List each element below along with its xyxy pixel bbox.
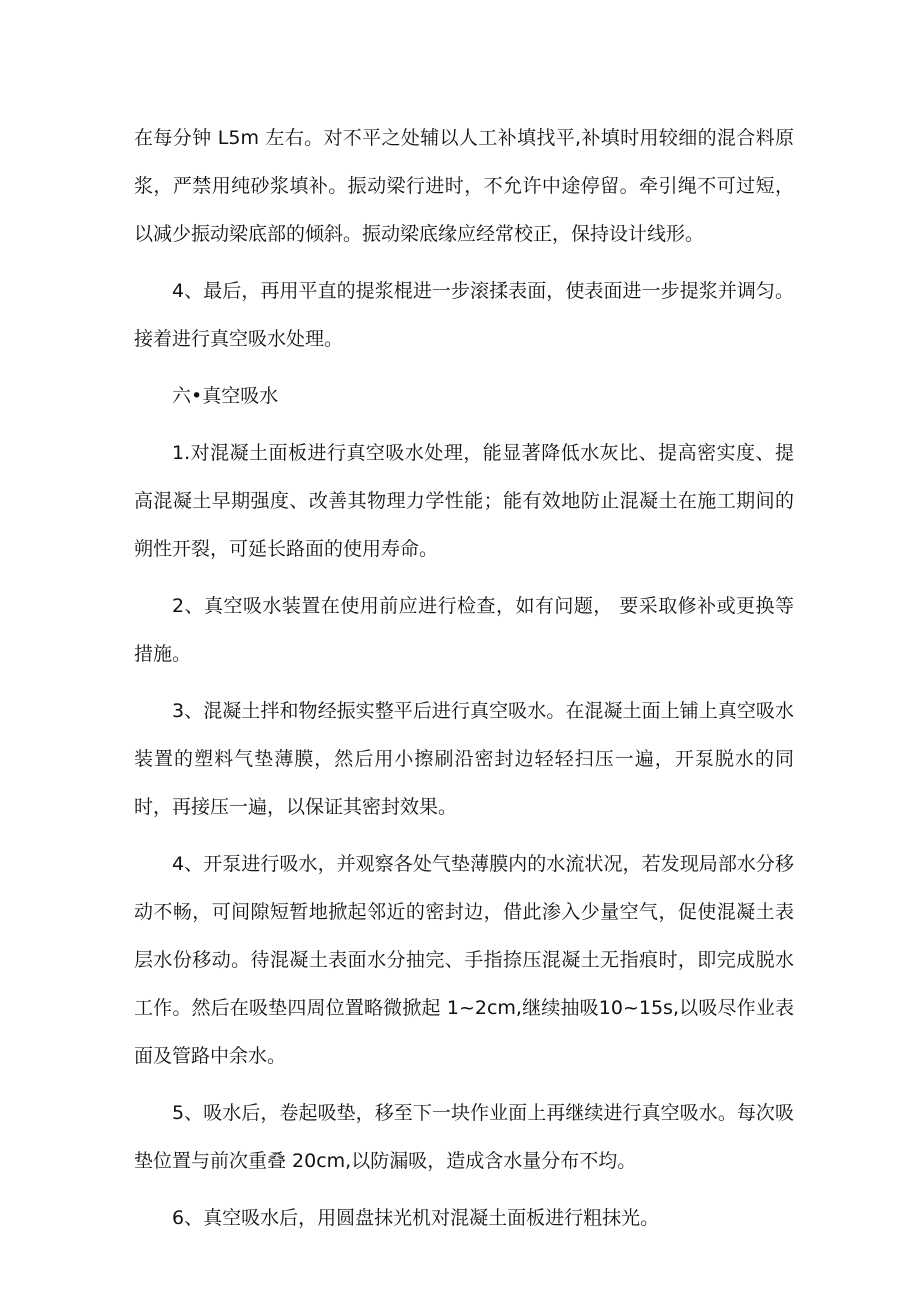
- paragraph-continuation: 在每分钟 L5m 左右。对不平之处辅以人工补填找平,补填时用较细的混合料原浆，严禁用纯砂浆填补。振动梁行进时，不允许中途停留。牵引绳不可过短，以减少振动梁底部的倾斜。振动梁底缘应经常校正，保持设计线形。: [134, 127, 794, 245]
- paragraph-item-6: 6、真空吸水后，用圆盘抹光机对混凝土面板进行粗抹光。: [172, 1207, 660, 1229]
- document-body: [134, 114, 794, 1251]
- paragraph-item-5: 5、吸水后，卷起吸垫，移至下一块作业面上再继续进行真空吸水。每次吸垫位置与前次重叠 20cm,以防漏吸，造成含水量分布不均。: [134, 1102, 794, 1172]
- paragraph-item-4: 4、开泵进行吸水，并观察各处气垫薄膜内的水流状况，若发现局部水分移动不畅，可间隙短暂地掀起邻近的密封边，借此渗入少量空气，促使混凝土表层水份移动。待混凝土表面水分抽完、手指捺压混凝土无指痕时，即完成脱水工作。然后在吸垫四周位置略微掀起 1~2cm,继续抽吸10~15s,以吸尽作业表面及管路中余水。: [134, 853, 794, 1067]
- paragraph-item-1: 1.对混凝土面板进行真空吸水处理，能显著降低水灰比、提高密实度、提高混凝土早期强度、改善其物理力学性能；能有效地防止混凝土在施工期间的朔性开裂，可延长路面的使用寿命。: [134, 442, 794, 560]
- paragraph-item-3: 3、混凝土拌和物经振实整平后进行真空吸水。在混凝土面上铺上真空吸水装置的塑料气垫薄膜，然后用小擦刷沿密封边轻轻扫压一遍，开泵脱水的同时，再接压一遍，以保证其密封效果。: [134, 700, 794, 818]
- paragraph-item-2: 2、真空吸水装置在使用前应进行检查，如有问题， 要采取修补或更换等措施。: [134, 595, 794, 665]
- section-heading-vacuum-dewatering: 六•真空吸水: [172, 385, 279, 407]
- paragraph-step-4-final-rolling: 4、最后，再用平直的提浆棍进一步滚揉表面，使表面进一步提浆并调匀。接着进行真空吸水处理。: [134, 280, 794, 350]
